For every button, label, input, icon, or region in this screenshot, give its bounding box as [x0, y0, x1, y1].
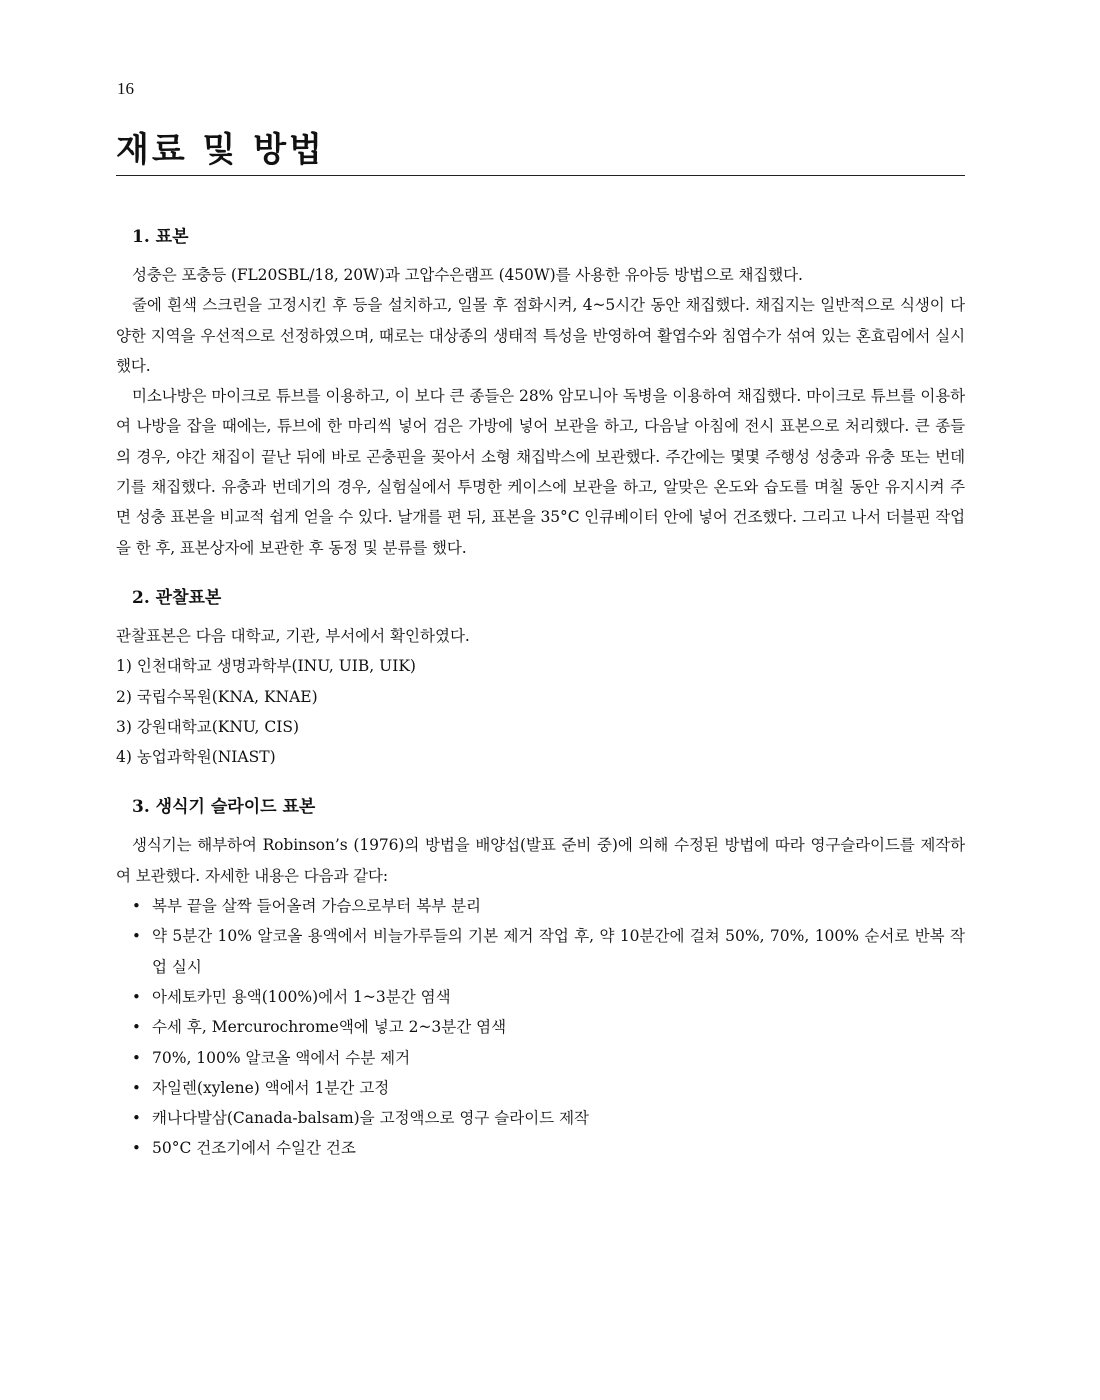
bullet-icon: • — [132, 1139, 141, 1158]
paragraph: 성충은 포충등 (FL20SBL/18, 20W)과 고압수은램프 (450W)를 사용한 유아등 방법으로 채집했다. — [132, 266, 803, 284]
list-item-text: 70%, 100% 알코올 액에서 수분 제거 — [152, 1048, 411, 1067]
list-item-text: 아세토카민 용액(100%)에서 1~3분간 염색 — [152, 987, 451, 1006]
list-item-text: 복부 끝을 살짝 들어올려 가슴으로부터 복부 분리 — [152, 897, 482, 916]
list-item: 3) 강원대학교(KNU, CIS) — [116, 717, 300, 736]
paragraph: 줄에 흰색 스크린을 고정시킨 후 등을 설치하고, 일몰 후 점화시켜, 4~5시간 동안 채집했다. 채집지는 일반적으로 식생이 다양한 지역을 우선적으로 선정하였으며, 때로는 대상종의 생태적 특성을 반영하여 활엽수와 침엽수가 섞여 있는 혼효림에서 실시했다. — [116, 296, 965, 375]
section-observed-specimens — [116, 583, 965, 772]
paragraph: 생식기는 해부하여 Robinson’s (1976)의 방법을 배양섭(발표 준비 중)에 의해 수정된 방법에 따라 영구슬라이드를 제작하여 보관했다. 자세한 내용은 다음과 같다: — [116, 836, 965, 885]
section-specimens — [116, 222, 965, 563]
list-item: 2) 국립수목원(KNA, KNAE) — [116, 687, 318, 706]
bullet-icon: • — [132, 1048, 141, 1067]
list-item-text: 50°C 건조기에서 수일간 건조 — [152, 1139, 356, 1158]
bullet-icon: • — [132, 1078, 141, 1097]
list-item-text: 캐나다발삼(Canada-balsam)을 고정액으로 영구 슬라이드 제작 — [152, 1109, 590, 1128]
procedure-list — [116, 891, 965, 1164]
institution-list — [116, 651, 965, 772]
section-heading: 2. 관찰표본 — [132, 587, 222, 608]
section-heading: 3. 생식기 슬라이드 표본 — [132, 797, 316, 818]
chapter-title: 재료 및 방법 — [116, 130, 325, 170]
list-item: 4) 농업과학원(NIAST) — [116, 748, 276, 767]
bullet-icon: • — [132, 987, 141, 1006]
paragraph: 미소나방은 마이크로 튜브를 이용하고, 이 보다 큰 종들은 28% 암모니아 독병을 이용하여 채집했다. 마이크로 튜브를 이용하여 나방을 잡을 때에는, 튜브에 한 마리씩 넣어 검은 가방에 넣어 보관을 하고, 다음날 아침에 전시 표본으로 처리했다. 큰 종들의 경우, 야간 채집이 끝난 뒤에 바로 곤충핀을 꽂아서 소형 채집박스에 보관했다. 주간에는 몇몇 주행성 성충과 유충 또는 번데기를 채집했다. 유충과 번데기의 경우, 실험실에서 투명한 케이스에 보관을 하고, 알맞은 온도와 습도를 며칠 동안 유지시켜 주면 성충 표본을 비교적 쉽게 얻을 수 있다. 날개를 편 뒤, 표본을 35°C 인큐베이터 안에 넣어 건조했다. 그리고 나서 더블핀 작업을 한 후, 표본상자에 보관한 후 동정 및 분류를 했다. — [116, 387, 965, 557]
list-item-text: 수세 후, Mercurochrome액에 넣고 2~3분간 염색 — [152, 1018, 507, 1037]
list-item-text: 약 5분간 10% 알코올 용액에서 비늘가루들의 기본 제거 작업 후, 약 10분간에 걸쳐 50%, 70%, 100% 순서로 반복 작업 실시 — [152, 927, 965, 976]
list-item — [132, 891, 965, 921]
bullet-icon: • — [132, 1018, 141, 1037]
page-number: 16 — [117, 79, 134, 98]
list-item — [132, 1043, 965, 1073]
section-genitalia-slides — [116, 792, 965, 1163]
list-item — [132, 1073, 965, 1103]
list-item — [132, 921, 965, 982]
list-item — [132, 1133, 965, 1163]
title-rule — [116, 175, 965, 176]
bullet-icon: • — [132, 897, 141, 916]
list-item — [132, 1012, 965, 1042]
section-heading: 1. 표본 — [132, 227, 189, 247]
bullet-icon: • — [132, 1109, 141, 1128]
list-item-text: 자일렌(xylene) 액에서 1분간 고정 — [152, 1078, 390, 1097]
list-item — [132, 982, 965, 1012]
list-item — [132, 1103, 965, 1133]
list-item: 1) 인천대학교 생명과학부(INU, UIB, UIK) — [116, 657, 416, 676]
bullet-icon: • — [132, 927, 141, 946]
page-content — [116, 222, 965, 1164]
intro-line: 관찰표본은 다음 대학교, 기관, 부서에서 확인하였다. — [116, 626, 470, 645]
